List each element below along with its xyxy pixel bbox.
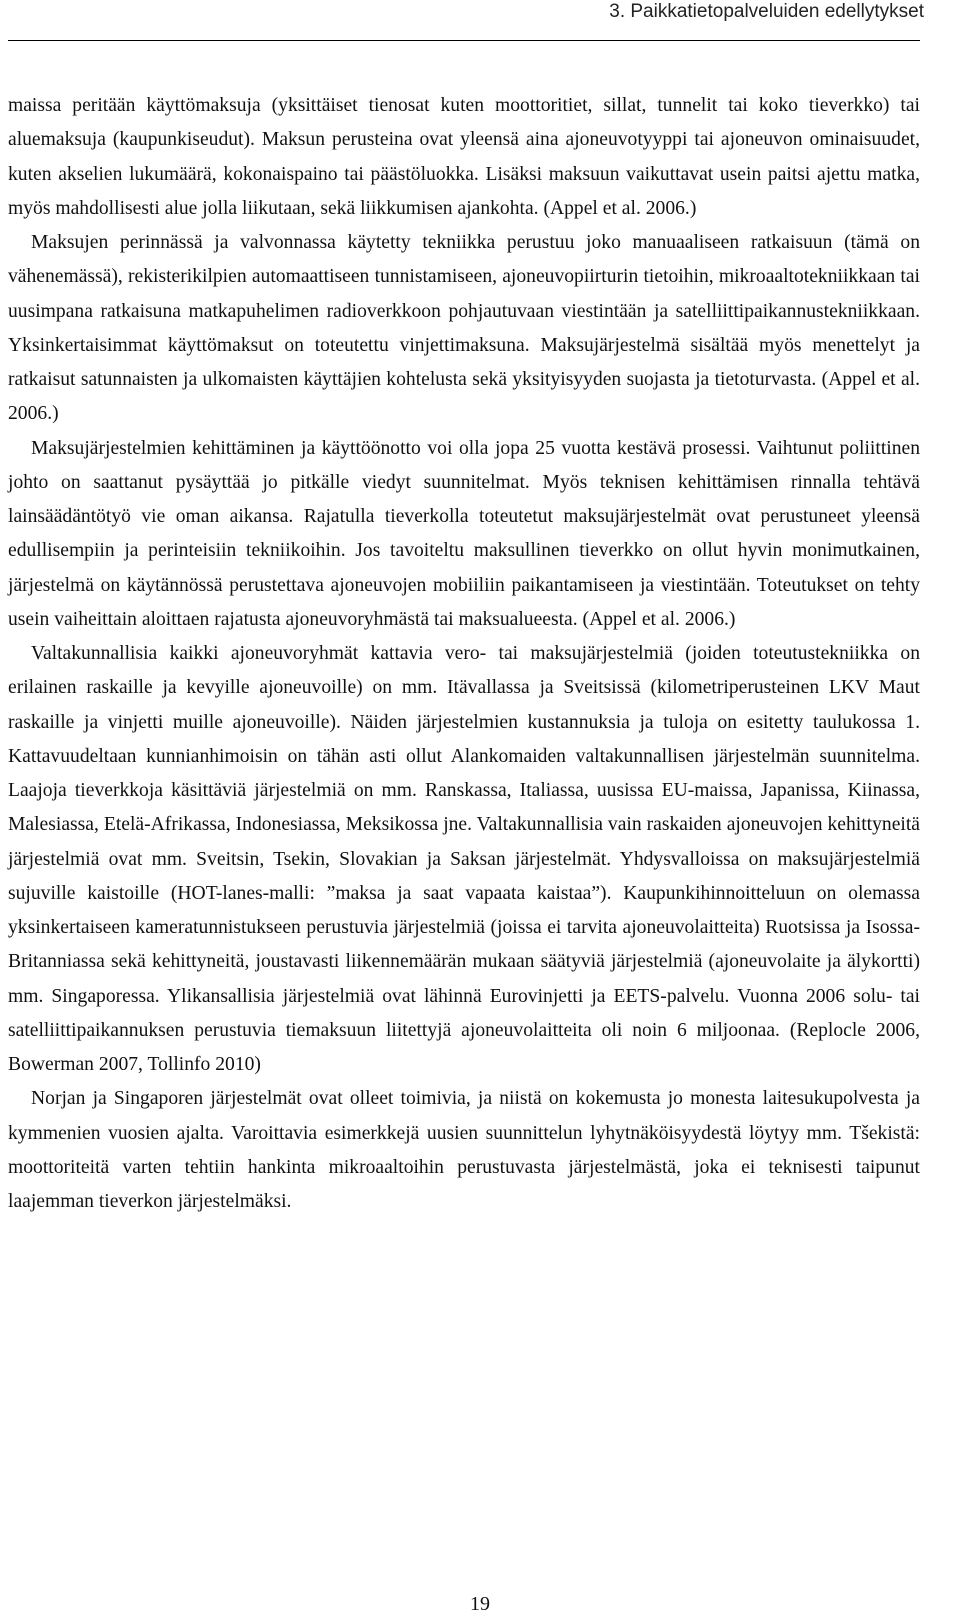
paragraph-system-development: Maksujärjestelmien kehittäminen ja käyttöönotto voi olla jopa 25 vuotta kestävä prosessi. Vaihtunut poliittinen johto on saattanut pysäyttää jo pitkälle viedyt suunnitelmat. Myös teknisen kehittämisen rinnalla tehtävä lainsäädäntötyö vie oman aikansa. Rajatulla tieverkolla toteutetut maksujärjestelmät ovat perustuneet yleensä edullisempiin ja perinteisiin tekniikoihin. Jos tavoiteltu maksullinen tieverkko on ollut hyvin monimutkainen, järjestelmä on käytännössä perustettava ajoneuvojen mobiiliin paikantamiseen ja viestintään. Toteutukset on tehty usein vaiheittain aloittaen rajatusta ajoneuvoryhmästä tai maksualueesta. (Appel et al. 2006.): [8, 437, 920, 630]
paragraph-toll-types: maissa peritään käyttömaksuja (yksittäiset tienosat kuten moottoritiet, sillat, tunnelit tai koko tieverkko) tai aluemaksuja (kaupunkiseudut). Maksun perusteina ovat yleensä aina ajoneuvotyyppi tai ajoneuvon ominaisuudet, kuten akselien lukumäärä, kokonaispaino tai päästöluokka. Lisäksi maksuun vaikuttavat usein paitsi ajettu matka, myös mahdollisesti alue jolla liikutaan, sekä liikkumisen ajankohta. (Appel et al. 2006.): [8, 95, 920, 219]
running-header: 3. Paikkatietopalveluiden edellytykset: [609, 1, 924, 22]
body-text: [8, 89, 920, 1219]
paragraph-collection-technology: Maksujen perinnässä ja valvonnassa käytetty tekniikka perustuu joko manuaaliseen ratkaisuun (tämä on vähenemässä), rekisterikilpien automaattiseen tunnistamiseen, ajoneuvopiirturin tietoihin, mikroaaltotekniikkaan tai uusimpana ratkaisuna matkapuhelimen radioverkkoon pohjautuvaan viestintään ja satelliittipaikannustekniikkaan. Yksinkertaisimmat käyttömaksut on toteutettu vinjettimaksuna. Maksujärjestelmä sisältää myös menettelyt ja ratkaisut satunnaisten ja ulkomaisten käyttäjien kohtelusta sekä yksityisyyden suojasta ja tietoturvasta. (Appel et al. 2006.): [8, 232, 920, 425]
paragraph-national-systems: Valtakunnallisia kaikki ajoneuvoryhmät kattavia vero- tai maksujärjestelmiä (joiden toteutustekniikka on erilainen raskaille ja kevyille ajoneuvoille) on mm. Itävallassa ja Sveitsissä (kilometriperusteinen LKV Maut raskaille ja vinjetti muille ajoneuvoille). Näiden järjestelmien kustannuksia ja tuloja on esitetty taulukossa 1. Kattavuudeltaan kunnianhimoisin on tähän asti ollut Alankomaiden valtakunnallisen järjestelmän suunnitelma. Laajoja tieverkkoja käsittäviä järjestelmiä on mm. Ranskassa, Italiassa, uusissa EU-maissa, Japanissa, Kiinassa, Malesiassa, Etelä-Afrikassa, Indonesiassa, Meksikossa jne. Valtakunnallisia vain raskaiden ajoneuvojen kehittyneitä järjestelmiä ovat mm. Sveitsin, Tsekin, Slovakian ja Saksan järjestelmät. Yhdysvalloissa on maksujärjestelmiä sujuville kaistoille (HOT-lanes-malli: ”maksa ja saat vapaata kaistaa”). Kaupunkihinnoitteluun on olemassa yksinkertaiseen kameratunnistukseen perustuvia järjestelmiä (joissa ei tarvita ajoneuvolaitteita) Ruotsissa ja Isossa-Britanniassa sekä kehittyneitä, joustavasti liikennemäärän mukaan säätyviä järjestelmiä (ajoneuvolaite ja älykortti) mm. Singaporessa. Ylikansallisia järjestelmiä ovat lähinnä Eurovinjetti ja EETS-palvelu. Vuonna 2006 solu- tai satelliittipaikannuksen perustuvia tiemaksuun liitettyjä ajoneuvolaitteita oli noin 6 miljoonaa. (Replocle 2006, Bowerman 2007, Tollinfo 2010): [8, 643, 920, 1075]
paragraph-norway-singapore: Norjan ja Singaporen järjestelmät ovat olleet toimivia, ja niistä on kokemusta jo monesta laitesukupolvesta ja kymmenien vuosien ajalta. Varoittavia esimerkkejä uusien suunnittelun lyhytnäköisyydestä löytyy mm. Tšekistä: moottoriteitä varten tehtiin hankinta mikroaaltoihin perustuvasta järjestelmästä, joka ei teknisesti taipunut laajemman tieverkon järjestelmäksi.: [8, 1088, 920, 1212]
header-divider: [8, 40, 920, 41]
page-number: 19: [470, 1593, 490, 1615]
